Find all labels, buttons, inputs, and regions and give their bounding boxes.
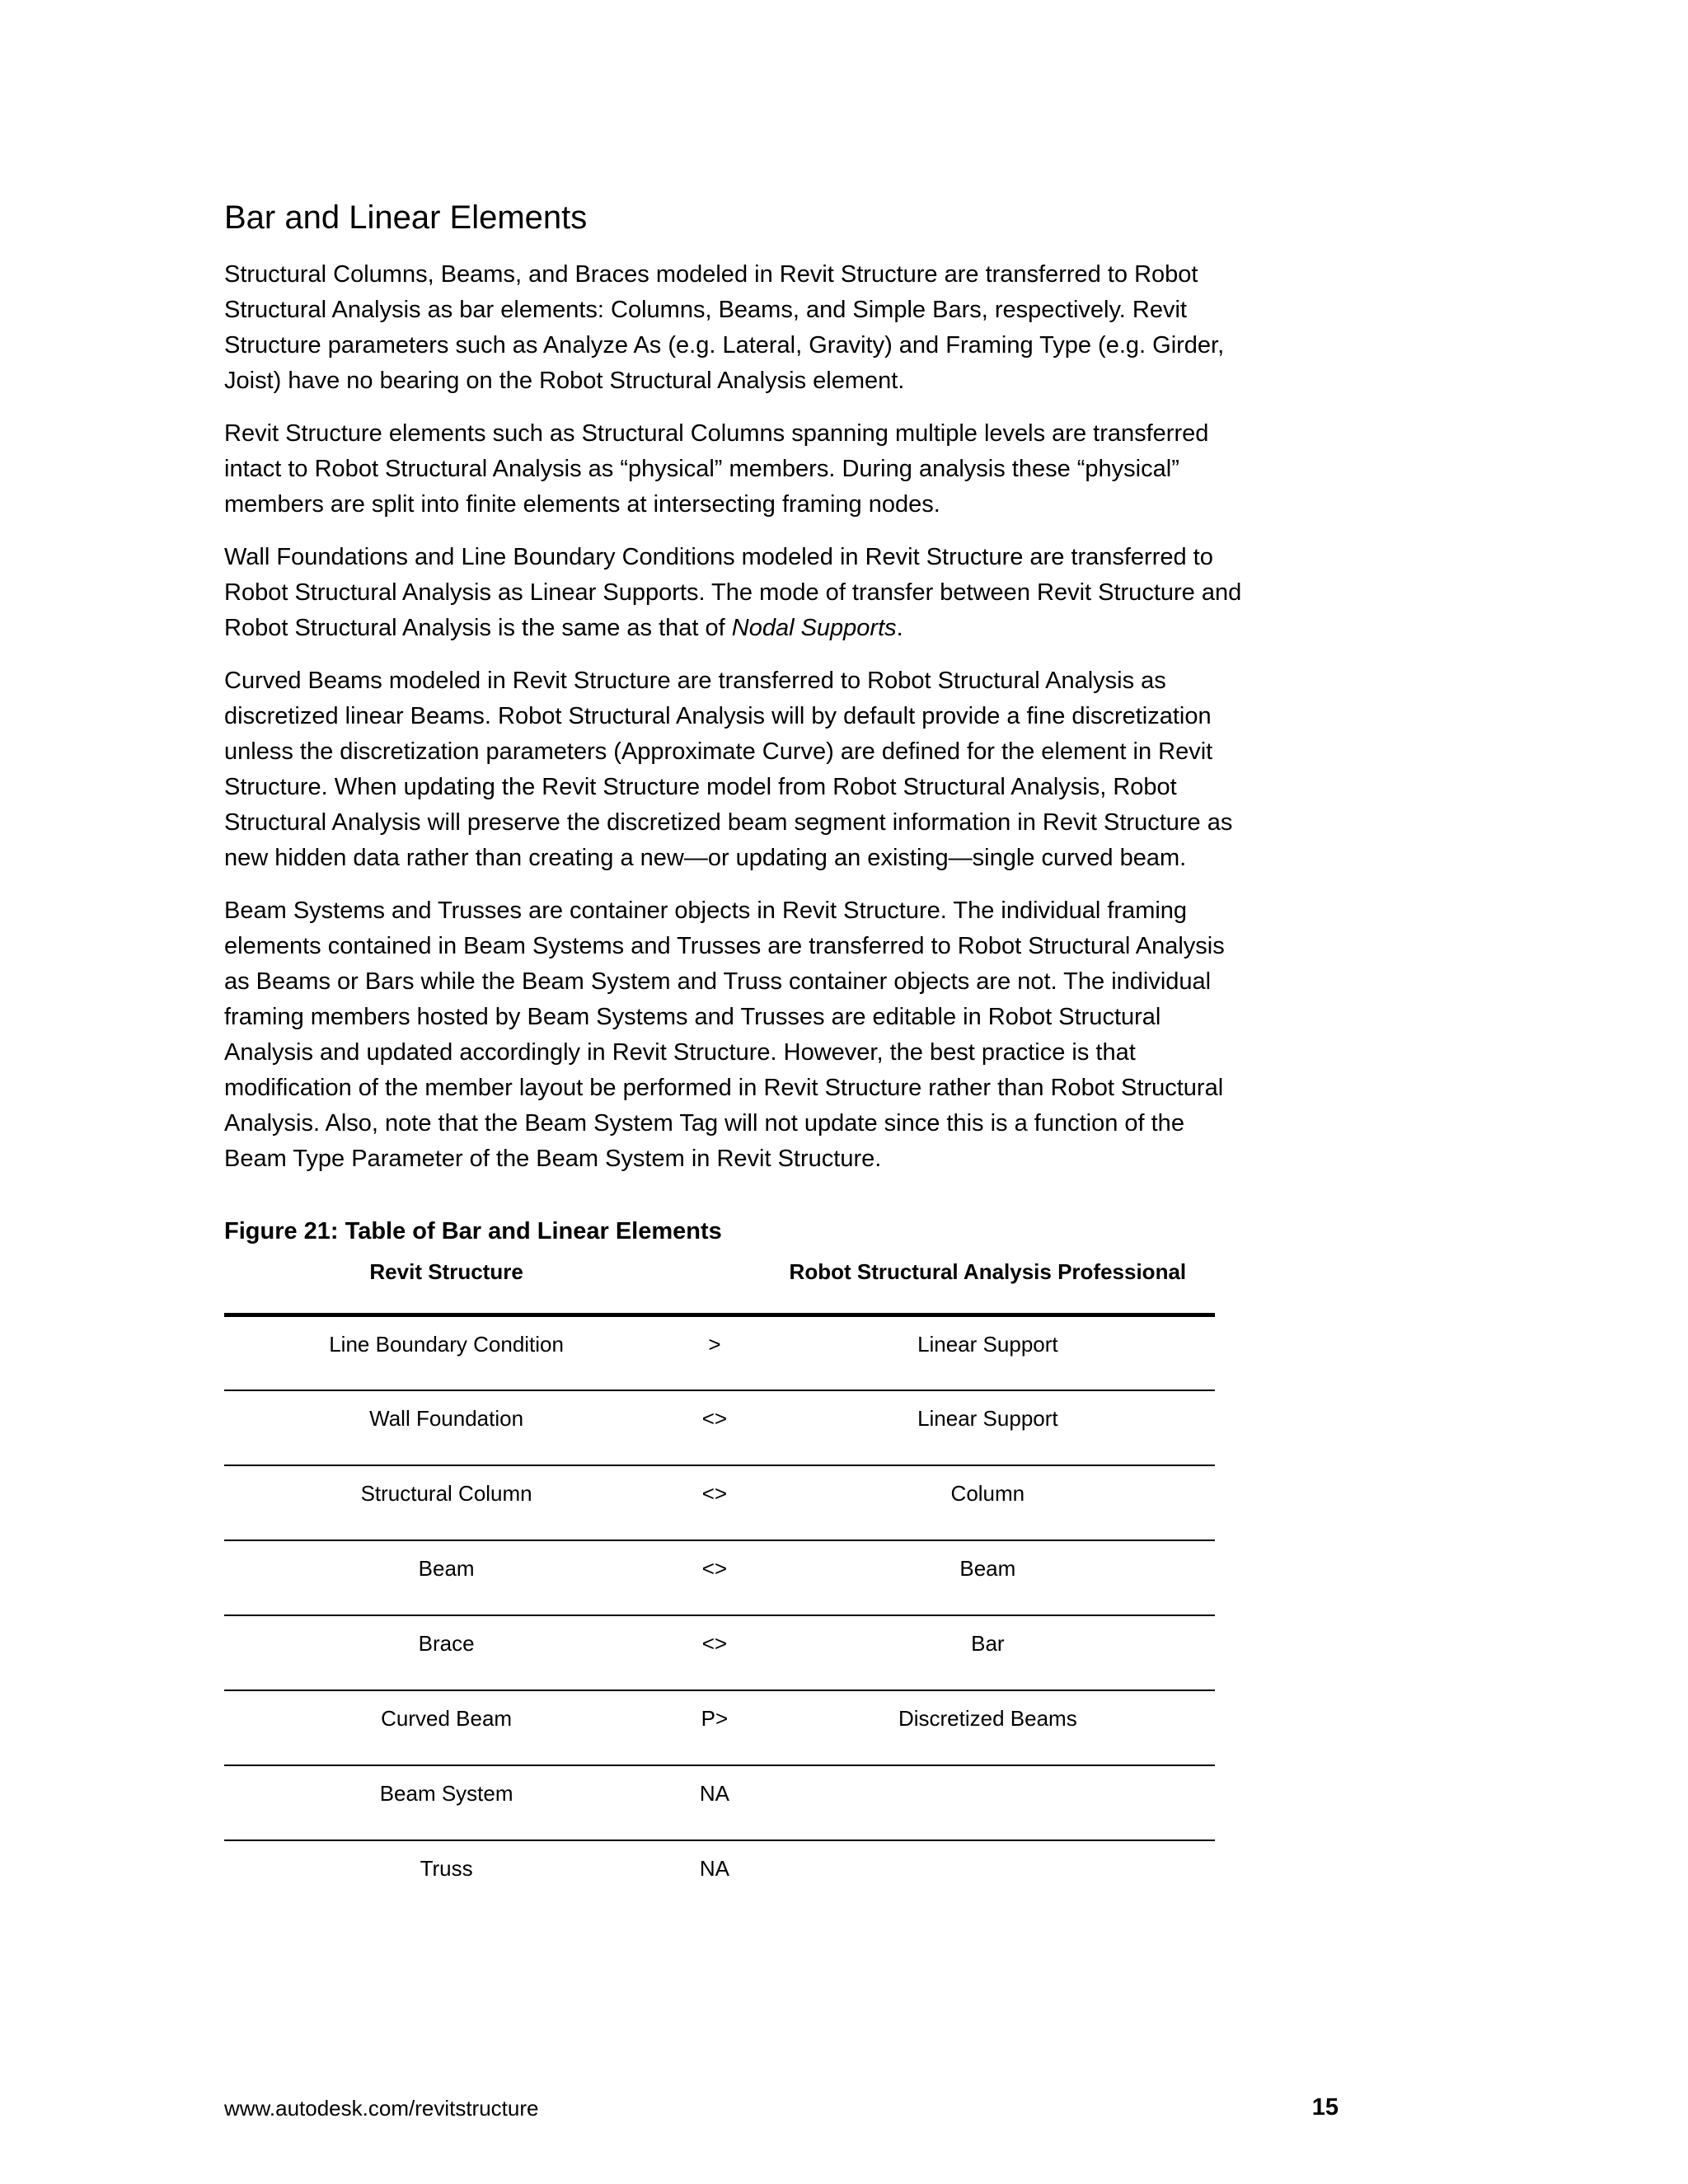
paragraph-linear-supports-end: . [896,615,903,641]
transfer-mode-cell: <> [668,1540,760,1615]
revit-element-cell: Truss [420,1855,473,1881]
page-number: 15 [1311,2094,1339,2121]
paragraph-bar-elements: Structural Columns, Beams, and Braces modeled in Revit Structure are transferred to Robot Structural Analysis as bar elements: Columns, Beams, and Simple Bars, respectively. Revit Structure parameters such as Analyze As (e.g. Lateral, Gravity) and Framing Type (e.g. Girder, Joist) have no bearing on the Robot Structural Analysis element. [224,261,1225,394]
revit-element-cell: Brace [224,1615,668,1690]
nodal-supports-reference: Nodal Supports [731,615,897,641]
robot-element-cell [761,1765,1215,1840]
table-row [224,1465,1215,1540]
revit-element-cell: Line Boundary Condition [224,1315,668,1390]
header-robot-structural-analysis: Robot Structural Analysis Professional [761,1253,1215,1315]
paragraph-curved-beams: Curved Beams modeled in Revit Structure are transferred to Robot Structural Analysis as discretized linear Beams. Robot Structural Analysis will by default provide a fine discretization unless the discretization parameters (Approximate Curve) are defined for the element in Revit Structure. When updating the Revit Structure model from Robot Structural Analysis, Robot Structural Analysis will preserve the discretized beam segment information in Revit Structure as new hidden data rather than creating a new—or updating an existing—single curved beam. [224,668,1233,871]
revit-element-cell: Structural Column [224,1465,668,1540]
robot-element-cell: Discretized Beams [761,1690,1215,1765]
table-row [224,1540,1215,1615]
transfer-mode-cell: <> [668,1390,760,1465]
robot-element-cell: Linear Support [761,1390,1215,1465]
elements-table [224,1253,1215,1915]
paragraph-linear-supports-text: Wall Foundations and Line Boundary Conditions modeled in Revit Structure are transferred to Robot Structural Analysis as Linear Supports. The mode of transfer between Revit Structure and Robot Structural Analysis is the same as that of [224,544,1242,641]
header-revit-structure: Revit Structure [224,1253,668,1315]
robot-element-cell: Bar [761,1615,1215,1690]
paragraph-linear-supports [224,540,1246,646]
footer-url: www.autodesk.com/revitstructure [224,2096,539,2121]
transfer-mode-cell: NA [699,1855,729,1881]
table-row [224,1390,1215,1465]
robot-element-cell: Beam [761,1540,1215,1615]
table-row [224,1690,1215,1765]
transfer-mode-cell: P> [668,1690,760,1765]
section-title: Bar and Linear Elements [224,199,588,236]
table-row [224,1840,1215,1915]
revit-element-cell: Beam [224,1540,668,1615]
table-header-row [224,1253,1215,1315]
table-row [224,1765,1215,1840]
page-content [224,196,1246,1915]
revit-element-cell: Wall Foundation [224,1390,668,1465]
transfer-mode-cell: <> [668,1465,760,1540]
revit-element-cell: Beam System [224,1765,668,1840]
paragraph-physical-members: Revit Structure elements such as Structural Columns spanning multiple levels are transferred intact to Robot Structural Analysis as “physical” members. During analysis these “physical” members are split into finite elements at intersecting framing nodes. [224,420,1209,518]
table-row [224,1315,1215,1390]
table-row [224,1615,1215,1690]
robot-element-cell: Linear Support [761,1315,1215,1390]
transfer-mode-cell: NA [668,1765,760,1840]
robot-element-cell [761,1840,1215,1915]
robot-element-cell: Column [761,1465,1215,1540]
transfer-mode-cell: <> [668,1615,760,1690]
transfer-mode-cell: > [668,1315,760,1390]
revit-element-cell: Curved Beam [224,1690,668,1765]
header-transfer [668,1253,760,1315]
paragraph-beam-systems: Beam Systems and Trusses are container objects in Revit Structure. The individual framing elements contained in Beam Systems and Trusses are transferred to Robot Structural Analysis as Beams or Bars while the Beam System and Truss container objects are not. The individual framing members hosted by Beam Systems and Trusses are editable in Robot Structural Analysis and updated accordingly in Revit Structure. However, the best practice is that modification of the member layout be performed in Revit Structure rather than Robot Structural Analysis. Also, note that the Beam System Tag will not update since this is a function of the Beam Type Parameter of the Beam System in Revit Structure. [224,898,1225,1172]
figure-caption: Figure 21: Table of Bar and Linear Elements [224,1218,722,1244]
